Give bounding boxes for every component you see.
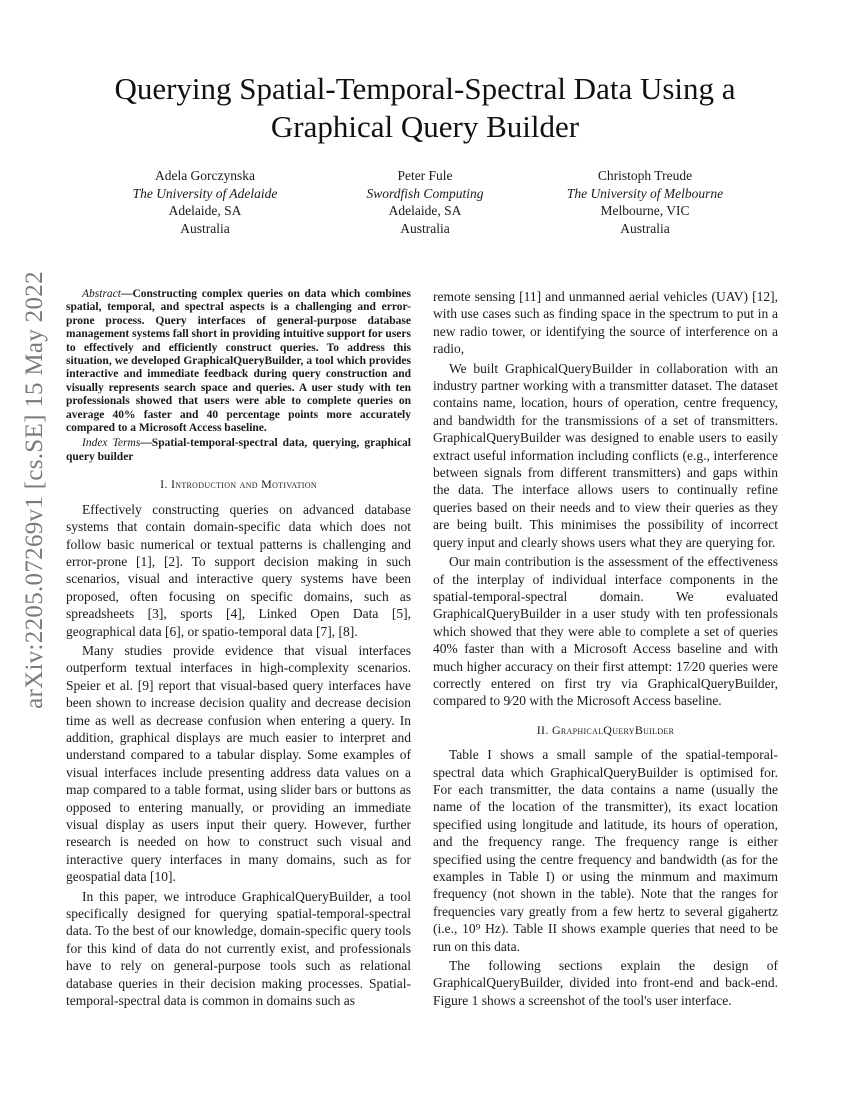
section-2-paragraph-2: The following sections explain the design of GraphicalQueryBuilder, divided into front-end and back-end. Figure 1 shows a screenshot of the tool's user interface. bbox=[433, 958, 778, 1008]
author-country: Australia bbox=[400, 220, 450, 236]
section-1-paragraph-4: We built GraphicalQueryBuilder in collaboration with an industry partner working with a transmitter dataset. The dataset contains name, location, hours of operation, centre frequency, and bandwidth for the transmissions of a set of transmitters. GraphicalQueryBuilder was designed to enable users to easily extract useful information including conflicts (e.g., interference between signals from different transmitters) and gaps within the data. The interface allows users to continually refine queries based on their needs and to view their queries as they are being built. This minimises the possibility of incorrect query input and clearly shows users what they are querying for. bbox=[433, 360, 778, 550]
index-terms bbox=[66, 437, 411, 464]
section-1-paragraph-3-continued: remote sensing [11] and unmanned aerial vehicles (UAV) [12], with use cases such as finding space in the spectrum to put in a new radio tower, or identifying the source of interference on a radio, bbox=[433, 289, 778, 357]
abstract bbox=[66, 288, 411, 435]
abstract-text: —Constructing complex queries on data which combines spatial, temporal, and spectral aspects is a challenging and error-prone process. Query interfaces of general-purpose database management systems fall short in providing intuitive support for users to effectively and efficiently construct queries. To address this situation, we developed GraphicalQueryBuilder, a tool which provides interactive and immediate feedback during query construction and visually represents search space and queries. A user study with ten professionals showed that users were able to complete queries on average 40% faster and 40 percentage points more accurately compared to a Microsoft Access baseline. bbox=[66, 288, 411, 435]
left-column bbox=[66, 288, 411, 1011]
author-affiliation: The University of Adelaide bbox=[132, 185, 278, 201]
author-block bbox=[100, 167, 750, 237]
author-country: Australia bbox=[620, 220, 670, 236]
index-terms-label: Index Terms bbox=[82, 437, 141, 450]
author-affiliation: The University of Melbourne bbox=[566, 185, 724, 201]
index-terms-text: —Spatial-temporal-spectral data, querying, graphical query builder bbox=[66, 437, 411, 463]
section-1-paragraph-3: In this paper, we introduce GraphicalQueryBuilder, a tool specifically designed for querying spatial-temporal-spectral data. To the best of our knowledge, domain-specific query tools for this kind of data do not currently exist, and professionals have to rely on general-purpose tools such as relational database queries in their decision making processes. Spatial-temporal-spectral data is common in domains such as bbox=[66, 888, 411, 1009]
section-1-paragraph-5: Our main contribution is the assessment of the effectiveness of the interplay of individual interface components in the spatial-temporal-spectral domain. We evaluated GraphicalQueryBuilder in a user study with ten professionals which showed that they were able to complete a set of queries 40% faster than with a Microsoft Access baseline and with much higher accuracy on their first attempt: 17⁄20 queries were correctly entered on first try via GraphicalQueryBuilder, compared to 9⁄20 with the Microsoft Access baseline. bbox=[433, 554, 778, 709]
arxiv-identifier-stamp bbox=[10, 271, 60, 709]
author-name: Adela Gorczynska bbox=[154, 168, 256, 183]
author-2 bbox=[320, 167, 530, 237]
section-1-paragraph-1: Effectively constructing queries on advanced database systems that contain domain-specific data which does not follow basic numerical or textual patterns is challenging and error-prone [1], [2]. To support decision making in such scenarios, visual and interactive query systems have been proposed, often focusing on specific domains, such as spreadsheets [3], sports [4], Linked Open Data [5], geographical data [6], or spatio-temporal data [7], [8]. bbox=[66, 501, 411, 639]
author-city: Adelaide, SA bbox=[388, 203, 462, 218]
author-1 bbox=[100, 167, 310, 237]
section-1-paragraph-2: Many studies provide evidence that visual interfaces outperform textual interfaces in high-complexity scenarios. Speier et al. [9] report that visual-based query interfaces have been shown to increase decision quality and decrease decision time as well as decrease confusion when entering a query. In addition, graphical displays are much easier to interpret and understand compared to a tabular display. Some examples of visual interfaces include presenting address data values on a map compared to a table format, using slider bars or buttons as opposed to entering manually, or providing an immediate visual display as users input their query. However, further research is needed on how to construct such visual and interactive query interfaces in many domains, such as for geospatial data [10]. bbox=[66, 642, 411, 885]
author-affiliation: Swordfish Computing bbox=[366, 185, 484, 201]
author-name: Peter Fule bbox=[397, 168, 453, 183]
right-column bbox=[433, 288, 778, 1011]
author-city: Melbourne, VIC bbox=[600, 203, 690, 218]
author-city: Adelaide, SA bbox=[168, 203, 242, 218]
section-2-paragraph-1: Table I shows a small sample of the spatial-temporal-spectral data which GraphicalQueryBuilder is optimised for. For each transmitter, the data contains a name (usually the name of the location of the transmitter), its exact location specified using longitude and latitude, its hours of operation, and the frequency range. The frequency range is either specified using the centre frequency and bandwidth (as for the examples in Table I) or using the minmum and maximum frequency (not shown in the table). Note that the ranges for frequencies vary greatly from a few hertz to several gigahertz (i.e., 10⁹ Hz). Table II shows example queries that need to be run on this data. bbox=[433, 747, 778, 954]
paper-title: Querying Spatial-Temporal-Spectral Data Using a Graphical Query Builder bbox=[114, 71, 736, 144]
section-1-heading: I. Introduction and Motivation bbox=[160, 477, 317, 492]
author-name: Christoph Treude bbox=[597, 168, 693, 183]
author-country: Australia bbox=[180, 220, 230, 236]
section-2-heading: II. GraphicalQueryBuilder bbox=[536, 722, 675, 737]
arxiv-identifier-text: arXiv:2205.07269v1 [cs.SE] 15 May 2022 bbox=[21, 271, 48, 709]
author-3 bbox=[540, 167, 750, 237]
abstract-label: Abstract bbox=[82, 288, 121, 300]
